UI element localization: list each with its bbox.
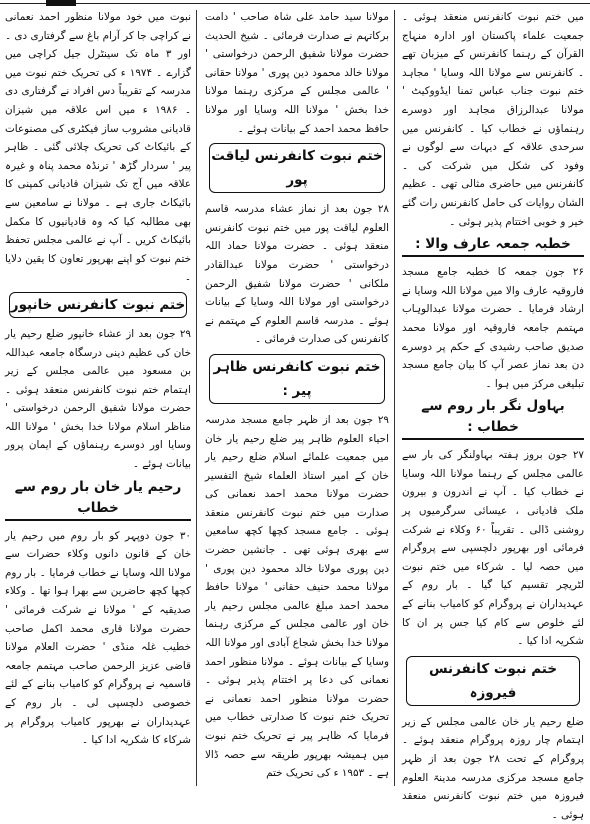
paragraph: ۲۶ جون جمعہ کا خطبہ جامع مسجد فاروقیہ عارف والا میں مولانا اللہ وسایا نے ارشاد فرمایا ۔ حضرت مولانا عبدالوہاب مہتمم جامعہ فاروقیہ اور مولانا محمد صدیق صاحب رشیدی کے حکم پر دوسرے دن بعد نماز عصر آپ کا بیان جامع مسجد تبلیغی مرکز میں ہوا ۔	[402, 266, 584, 390]
paragraph: ۲۷ جون بروز ہفتہ بہاولنگر کی بار سے عالمی مجلس کے رہنما مولانا اللہ وسایا نے خطاب کیا ۔ آپ نے اندرون و بیرون ملک قادیانی ، عیسائی سرگرمیوں پر روشنی ڈالی ۔ تقریباً ۶۰ وکلاء نے شرکت فرمائی اور بھرپور دلچسپی سے پروگرام میں حصہ لیا ۔ شرکاء میں ختم نبوت لٹریچر تقسیم کیا گیا ۔ بار روم کے عہدیداران نے پروگرام کو کامیاب بنانے کے لئے خلوص سے کام کیا جس پر ان کا شکریہ ادا کیا ۔	[402, 449, 584, 648]
header-mark	[46, 0, 76, 6]
section-heading: خطبہ جمعہ عارف والا :	[402, 234, 584, 257]
boxed-heading: ختم نبوت کانفرنس فیروزہ	[406, 656, 580, 706]
section-heading: بہاول نگر بار روم سے خطاب :	[402, 396, 584, 440]
paragraph: نبوت میں خود مولانا منظور احمد نعمانی نے کراچی جا کر آرام باغ سے گرفتاری دی ۔ اور ۳ ماہ تک سینٹرل جیل کراچی میں گزارے ۔ ۱۹۷۴ ء کی تحریک ختم نبوت میں مدرسہ کے تقریباً دس افراد نے گرفتاری دی ۔ ۱۹۸۶ ء میں اس علاقہ میں شیزان قادیانی مشروب ساز فیکٹری کی مصنوعات کے بائیکاٹ کی تحریک چلائی گئی ۔ ظاہر پیر ' سردار گڑھ ' ترنڈہ محمد پناہ و غیرہ علاقہ میں آج تک شیزان قادیانی کمپنی کا بائیکاٹ جاری ہے ۔ مولانا نے سامعین سے بھی مطالبہ کیا کہ وہ قادیانیوں کا مکمل بائیکاٹ کریں ۔ آپ نے عالمی مجلس تحفظ ختم نبوت کو اپنے بھرپور تعاون کا یقین دلایا ۔	[5, 11, 191, 284]
boxed-heading: ختم نبوت کانفرنس خانپور	[9, 292, 187, 318]
paragraph: ۲۹ جون بعد از ظہر جامع مسجد مدرسہ احیاء العلوم ظاہر پیر ضلع رحیم یار خان میں جمعیت علمائے اسلام ضلع رحیم یار خان کے امیر استاذ العلماء شیخ التفسیر حضرت مولانا محمد احمد نعمانی کی صدارت میں ختم نبوت کانفرنس منعقد ہوئی ۔ جامع مسجد کچھا کچھ سامعین سے بھری ہوئی تھی ۔ جانشین حضرت دین پوری مولانا خالد محمود دین پوری ' مولانا محمد حنیف حقانی ' مولانا حافظ محمد احمد مبلغ عالمی مجلس رحیم یار خان اور عالمی مجلس کے مرکزی رہنما مولانا خدا بخش شجاع آبادی اور مولانا اللہ وسایا کے بیانات ہوئے ۔ مولانا منظور احمد نعمانی کی دعا پر اختتام پذیر ہوئی ۔ حضرت مولانا منظور احمد نعمانی نے تحریک ختم نبوت کا صدارتی خطاب میں فرمایا کہ ظاہر پیر نے تحریک ختم نبوت میں ہمیشہ بھرپور طریقہ سے حصہ ڈالا ہے ۔ ۱۹۵۳ ء کی تحریک ختم	[205, 413, 389, 780]
paragraph: ۳۰ جون دوپہر کو بار روم میں رحیم یار خان کے قانون دانوں وکلاء حضرات سے مولانا اللہ وسایا نے خطاب فرمایا ۔ بار روم کچھا کچھ حاضرین سے بھرا ہوا تھا ۔ وکلاء صدیقیہ کے ' مولانا نے شرکت فرمائی ' حضرت مولانا قاری محمد اکمل صاحب خطیب غلہ منڈی ' حضرت العلام مولانا قاضی عزیز الرحمن صاحب مہتمم جامعہ قاسمیہ نے پروگرام کو کامیاب بنانے کے لئے خصوصی دلچسپی لی ۔ بار روم کے عہدیداران نے بھرپور کامیاب پروگرام پر شرکاء کا شکریہ ادا کیا ۔	[5, 529, 191, 747]
paragraph: ضلع رحیم یار خان عالمی مجلس کے زیر اہتمام چار روزہ پروگرام منعقد ہوئے ۔ پروگرام کے تحت ۲۸ جون بعد از ظہر جامع مسجد مرکزی مدرسہ مدینۃ العلوم فیروزہ میں ختم نبوت کانفرنس منعقد ہوئی ۔	[402, 715, 584, 821]
boxed-heading: ختم نبوت کانفرنس ظاہر پیر :	[209, 354, 385, 404]
section-heading: رحیم یار خان بار روم سے خطاب	[5, 477, 191, 521]
paragraph: ۲۹ جون بعد از عشاء خانپور ضلع رحیم یار خان کی عظیم دینی درسگاہ جامعہ عبداللہ بن مسعود میں عالمی مجلس کے زیر اہتمام ختم نبوت کانفرنس منعقد ہوئی ۔ حضرت مولانا شفیق الرحمن درخواستی ' مناظر اسلام مولانا خدا بخش ' مولانا اللہ وسایا اور دوسرے رہنماؤں کے ایمان پرور بیانات ہوئے ۔	[5, 327, 191, 471]
column-divider-right	[394, 10, 395, 786]
column-right	[402, 8, 584, 821]
boxed-heading: ختم نبوت کانفرنس لیاقت پور	[209, 143, 385, 193]
paragraph: میں ختم نبوت کانفرنس منعقد ہوئی ۔ جمعیت علماء پاکستان اور ادارہ منہاج القرآن کے رہنما کانفرنس کے میزبان تھے ۔ کانفرنس سے مولانا اللہ وسایا ' مجاہد ختم نبوت جناب عباس تمنا ایڈووکیٹ ' مولانا عبدالرزاق مجاہد اور دوسرے رہنماؤں نے خطاب کیا ۔ کانفرنس میں سرحدی علاقہ کے دیہات سے لوگوں نے وفود کی شکل میں شرکت کی ۔ کانفرنس میں حاضری مثالی تھی ۔ عظیم الشان روایات کی حامل کانفرنس رات گئے خیر و خوبی اختتام پذیر ہوئی ۔	[402, 11, 584, 228]
column-middle	[205, 8, 389, 788]
top-rule-line	[0, 3, 590, 4]
column-left	[5, 8, 191, 788]
paragraph: مولانا سید حامد علی شاہ صاحب ' دامت برکاتہم نے صدارت فرمائی ۔ شیخ الحدیث حضرت مولانا شفیق الرحمن درخواستی ' مولانا خالد محمود دین پوری ' مولانا حقانی ' عالمی مجلس کے مرکزی رہنما مولانا خدا بخش ' مولانا اللہ وسایا اور مولانا حافظ محمد احمد کے بیانات ہوئے ۔	[205, 11, 389, 135]
page-top-rule	[0, 0, 590, 6]
column-divider-left	[196, 10, 197, 786]
paragraph: ۲۸ جون بعد از نماز عشاء مدرسہ قاسم العلوم لیاقت پور میں ختم نبوت کانفرنس منعقد ہوئی ۔ حضرت مولانا حماد اللہ درخواستی ' حضرت مولانا عبدالقادر ملکانی ' حضرت مولانا شفیق الرحمن درخواستی اور مولانا اللہ وسایا کے بیانات ہوئے ۔ مدرسہ قاسم العلوم کے مہتمم نے کانفرنس کی صدارت فرمائی ۔	[205, 203, 389, 346]
